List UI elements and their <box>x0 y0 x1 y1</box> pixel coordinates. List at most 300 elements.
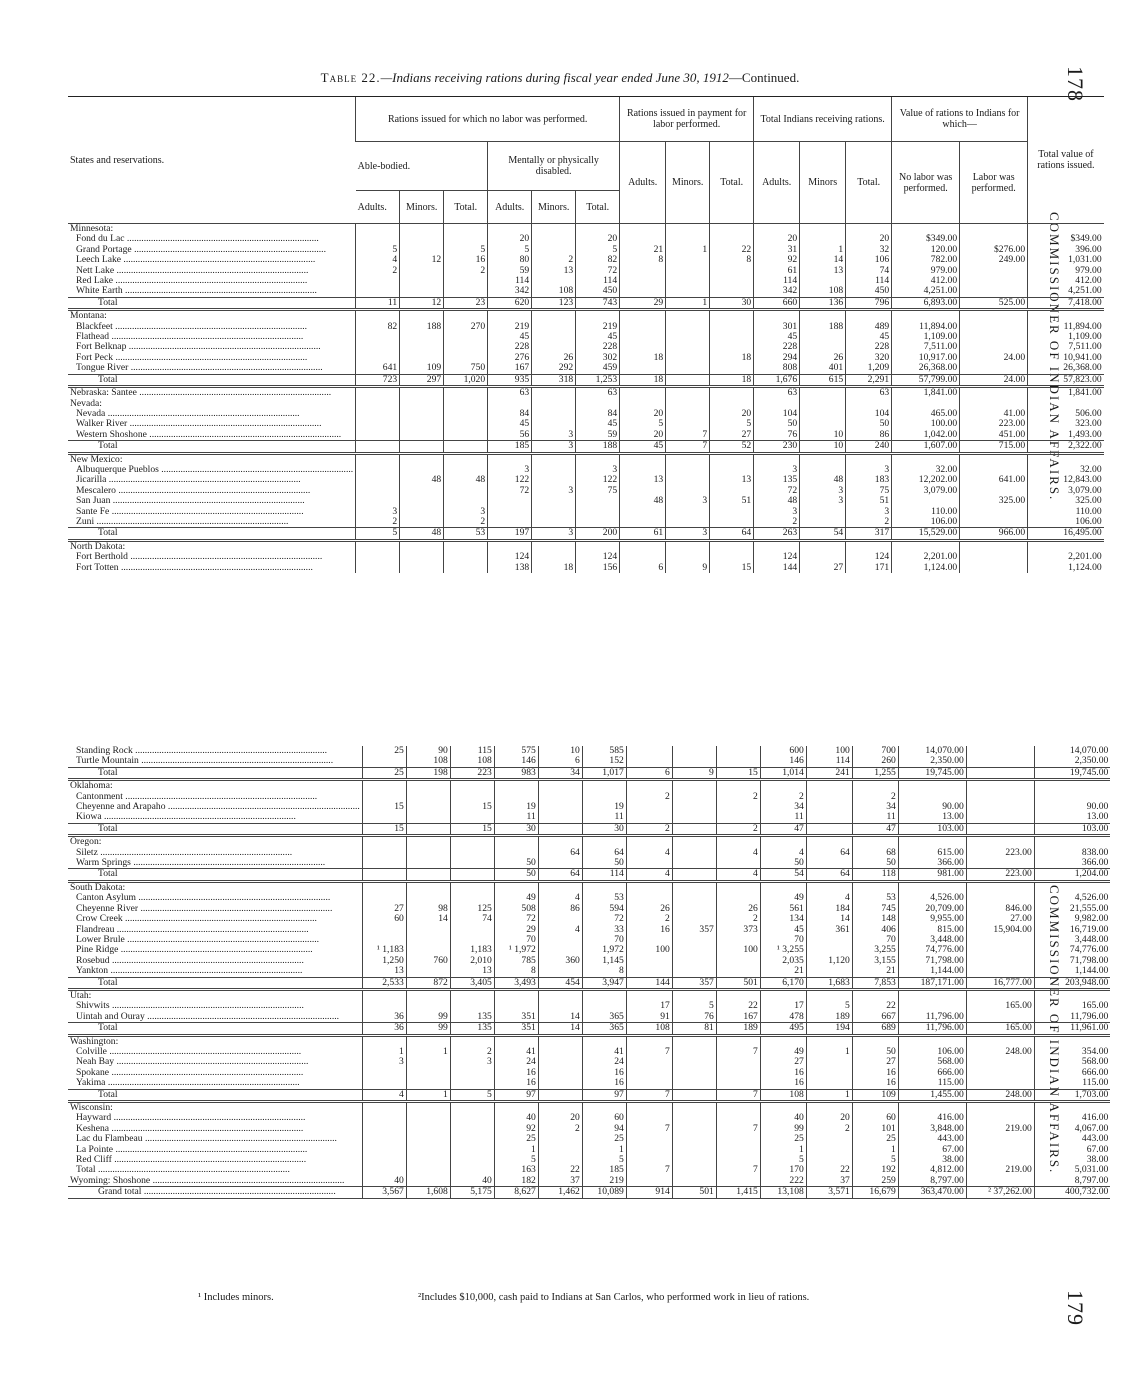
row-label: Standing Rock ..... <box>68 746 362 756</box>
row-label: Fort Belknap ..... <box>68 342 356 352</box>
row-cell <box>672 1035 716 1047</box>
row-cell: 5 <box>806 1001 852 1011</box>
header-indians-minors: Minors <box>800 142 846 224</box>
row-cell: 72 <box>488 486 532 496</box>
row-cell: 357 <box>672 925 716 935</box>
row-cell: 32.00 <box>892 465 960 475</box>
row-cell: 134 <box>760 914 806 924</box>
row-cell <box>754 399 800 409</box>
row-cell <box>356 342 400 352</box>
row-cell: 41 <box>494 1047 538 1057</box>
row-cell <box>760 780 806 792</box>
row-cell: 1,145 <box>582 956 626 966</box>
table-row <box>68 507 1104 517</box>
row-cell: 25 <box>760 1134 806 1144</box>
row-cell <box>400 353 444 363</box>
row-cell <box>716 935 760 945</box>
row-cell: 219.00 <box>966 1165 1034 1175</box>
row-cell: 7,511.00 <box>892 342 960 352</box>
row-cell: 26 <box>626 904 672 914</box>
row-cell: 19,745.00 <box>898 767 966 779</box>
row-cell <box>406 1057 450 1067</box>
row-cell: 72 <box>582 914 626 924</box>
header-total-indians: Total Indians receiving rations. <box>754 97 892 142</box>
row-cell: 7 <box>626 1047 672 1057</box>
row-cell: 15 <box>362 802 406 812</box>
row-cell: 2 <box>444 517 488 528</box>
row-cell: 4 <box>626 869 672 881</box>
row-cell: 25 <box>582 1134 626 1144</box>
row-cell: 5 <box>710 419 754 429</box>
row-cell <box>898 792 966 802</box>
row-cell: 68 <box>852 848 898 858</box>
row-cell <box>800 409 846 419</box>
row-cell <box>362 935 406 945</box>
row-cell: 40 <box>494 1113 538 1123</box>
row-cell: 100 <box>806 746 852 756</box>
row-cell: 1 <box>582 1145 626 1155</box>
row-cell: 124 <box>846 552 892 562</box>
row-cell: 30 <box>710 297 754 309</box>
row-cell: 342 <box>754 286 800 297</box>
row-label: Montana: <box>70 310 107 322</box>
row-cell: 935 <box>488 374 532 386</box>
row-cell: 914 <box>626 1187 672 1198</box>
row-cell <box>672 881 716 893</box>
row-cell: 50 <box>582 858 626 869</box>
row-cell: 2 <box>626 823 672 835</box>
row-cell <box>626 836 672 848</box>
row-cell: 56 <box>488 430 532 441</box>
row-cell <box>806 858 852 869</box>
row-cell <box>450 1124 494 1134</box>
table-row <box>68 848 1110 858</box>
row-cell: 8 <box>582 966 626 977</box>
row-label: New Mexico: <box>70 453 123 465</box>
row-cell <box>672 1078 716 1089</box>
row-cell: ¹ 3,255 <box>760 945 806 955</box>
row-cell: 363,470.00 <box>898 1187 966 1198</box>
row-cell <box>362 1068 406 1078</box>
row-cell: 90.00 <box>1034 802 1110 812</box>
row-cell <box>450 1155 494 1165</box>
row-cell: 18 <box>710 374 754 386</box>
row-cell: 59 <box>576 430 620 441</box>
row-cell: 108 <box>760 1089 806 1101</box>
row-cell: 1,183 <box>450 945 494 955</box>
state-row <box>68 836 1110 848</box>
row-cell <box>806 881 852 893</box>
row-cell: 115.00 <box>1034 1078 1110 1089</box>
row-cell: 13.00 <box>898 812 966 823</box>
row-cell: 99 <box>406 1023 450 1035</box>
row-cell: 1,124.00 <box>892 563 960 573</box>
row-cell <box>406 893 450 903</box>
row-cell <box>806 823 852 835</box>
row-cell: 135 <box>754 475 800 485</box>
row-label: Pine Ridge ..... <box>68 945 362 955</box>
row-cell: 13 <box>620 475 666 485</box>
row-cell: 22 <box>538 1165 582 1175</box>
row-label: Cheyenne and Arapaho ..... <box>68 802 362 812</box>
header-labor-minors: Minors. <box>666 142 710 224</box>
row-cell: 106 <box>846 255 892 265</box>
row-cell: 2 <box>760 792 806 802</box>
row-cell <box>966 956 1034 966</box>
row-cell <box>898 1035 966 1047</box>
row-cell: 82 <box>356 322 400 332</box>
row-cell <box>406 1001 450 1011</box>
row-cell <box>450 881 494 893</box>
row-cell: 18 <box>532 563 576 573</box>
header-indians-total: Total. <box>846 142 892 224</box>
row-cell: 47 <box>760 823 806 835</box>
row-cell: 16,719.00 <box>1034 925 1110 935</box>
state-row <box>68 1176 1110 1187</box>
row-cell: 2 <box>716 914 760 924</box>
row-cell: 2 <box>356 266 400 276</box>
row-cell <box>1034 881 1110 893</box>
row-cell: 81 <box>672 1023 716 1035</box>
row-cell: 297 <box>400 374 444 386</box>
row-cell: 19,745.00 <box>1034 767 1110 779</box>
row-cell <box>450 1102 494 1114</box>
table-row <box>68 353 1104 363</box>
row-cell <box>716 966 760 977</box>
row-cell <box>626 1057 672 1067</box>
row-cell <box>716 956 760 966</box>
row-cell <box>356 332 400 342</box>
row-cell: 270 <box>444 322 488 332</box>
header-total-value: Total value of rations issued. <box>1028 97 1104 224</box>
row-cell <box>488 453 532 465</box>
row-cell <box>532 322 576 332</box>
row-cell: 240 <box>846 441 892 453</box>
row-cell: 194 <box>806 1023 852 1035</box>
row-cell: 3 <box>362 1057 406 1067</box>
header-labor: Rations issued in payment for labor performed. <box>620 97 754 142</box>
row-cell: 16 <box>760 1078 806 1089</box>
row-cell: 188 <box>800 322 846 332</box>
row-cell <box>576 453 620 465</box>
row-cell: 76 <box>754 430 800 441</box>
row-cell: 32.00 <box>1028 465 1104 475</box>
table-row <box>68 496 1104 506</box>
row-cell: 144 <box>754 563 800 573</box>
row-cell: 5 <box>582 1155 626 1165</box>
total-row <box>68 1023 1110 1035</box>
table-row <box>68 858 1110 869</box>
row-cell <box>450 780 494 792</box>
header-able-bodied: Able-bodied. <box>356 142 488 191</box>
header-states: States and reservations. <box>68 97 356 224</box>
row-cell <box>710 276 754 286</box>
row-cell <box>406 1134 450 1144</box>
row-cell <box>626 746 672 756</box>
row-cell <box>406 848 450 858</box>
row-label: Wisconsin: <box>70 1102 113 1113</box>
row-cell <box>846 310 892 322</box>
row-cell: 11 <box>760 812 806 823</box>
row-cell <box>626 966 672 977</box>
row-cell: 53 <box>444 528 488 540</box>
row-cell <box>362 756 406 767</box>
row-cell: 17 <box>626 1001 672 1011</box>
row-cell <box>716 1057 760 1067</box>
row-cell: 188 <box>576 441 620 453</box>
row-cell: 22 <box>806 1165 852 1175</box>
row-cell: 171 <box>846 563 892 573</box>
row-cell <box>716 1068 760 1078</box>
row-cell: 416.00 <box>898 1113 966 1123</box>
row-cell: 1,608 <box>406 1187 450 1198</box>
row-cell: 301 <box>754 322 800 332</box>
row-cell: 4,067.00 <box>1034 1124 1110 1134</box>
row-cell <box>666 353 710 363</box>
row-cell <box>800 540 846 552</box>
row-cell: 16 <box>444 255 488 265</box>
row-cell <box>626 1078 672 1089</box>
row-cell: 20 <box>846 234 892 244</box>
total-row <box>68 1089 1110 1101</box>
row-cell: 18 <box>620 374 666 386</box>
row-cell <box>892 399 960 409</box>
table-row <box>68 1113 1110 1123</box>
row-cell: 325.00 <box>1028 496 1104 506</box>
row-cell: 808 <box>754 363 800 374</box>
row-cell <box>960 363 1028 374</box>
row-cell: 568.00 <box>1034 1057 1110 1067</box>
row-cell: 51 <box>846 496 892 506</box>
row-cell: 1,455.00 <box>898 1089 966 1101</box>
row-cell: 3 <box>532 441 576 453</box>
row-cell <box>362 1124 406 1134</box>
row-cell <box>356 234 400 244</box>
row-cell <box>538 1089 582 1101</box>
state-row <box>68 399 1104 409</box>
row-cell: 71,798.00 <box>1034 956 1110 966</box>
row-cell <box>362 1102 406 1114</box>
row-cell: 30 <box>582 823 626 835</box>
row-cell <box>1028 540 1104 552</box>
row-cell <box>710 453 754 465</box>
row-cell <box>672 1134 716 1144</box>
row-cell: 785 <box>494 956 538 966</box>
row-cell <box>620 322 666 332</box>
row-cell <box>620 276 666 286</box>
row-cell <box>806 1155 852 1165</box>
row-cell: 165.00 <box>966 1001 1034 1011</box>
row-label: Canton Asylum ..... <box>68 893 362 903</box>
row-cell: 3,079.00 <box>892 486 960 496</box>
row-cell: 53 <box>582 893 626 903</box>
table-row <box>68 322 1104 332</box>
row-cell <box>966 746 1034 756</box>
row-cell: 15,904.00 <box>966 925 1034 935</box>
table-row <box>68 1155 1110 1165</box>
row-cell <box>626 1176 672 1187</box>
row-cell <box>362 989 406 1001</box>
row-cell: 7 <box>626 1165 672 1175</box>
row-cell: 99 <box>406 1012 450 1023</box>
row-cell: 97 <box>494 1089 538 1101</box>
row-cell <box>800 387 846 399</box>
row-cell: 122 <box>488 475 532 485</box>
row-cell: 11,796.00 <box>898 1023 966 1035</box>
row-cell <box>800 552 846 562</box>
row-cell: 7 <box>716 1124 760 1134</box>
row-cell <box>400 332 444 342</box>
row-cell <box>620 465 666 475</box>
row-cell: 3 <box>488 465 532 475</box>
row-cell: 2,035 <box>760 956 806 966</box>
header-disabled-adults: Adults. <box>488 191 532 224</box>
row-cell: 416.00 <box>1034 1113 1110 1123</box>
row-cell: 51 <box>710 496 754 506</box>
row-cell <box>356 419 400 429</box>
row-cell: 22 <box>852 1001 898 1011</box>
row-label: Total <box>68 374 356 386</box>
row-cell: 29 <box>494 925 538 935</box>
row-cell: 36 <box>362 1023 406 1035</box>
row-cell <box>960 552 1028 562</box>
row-cell <box>960 387 1028 399</box>
row-cell <box>666 453 710 465</box>
row-cell: 1 <box>806 1089 852 1101</box>
total-row <box>68 869 1110 881</box>
row-cell <box>400 517 444 528</box>
row-cell: 3,448.00 <box>898 935 966 945</box>
row-cell: 7 <box>716 1165 760 1175</box>
row-cell <box>666 322 710 332</box>
row-cell <box>494 792 538 802</box>
row-cell <box>892 496 960 506</box>
row-cell: 230 <box>754 441 800 453</box>
table-row <box>68 563 1104 573</box>
row-cell <box>450 1134 494 1144</box>
row-cell: 97 <box>582 1089 626 1101</box>
row-cell <box>400 496 444 506</box>
row-cell <box>716 858 760 869</box>
row-cell: 465.00 <box>892 409 960 419</box>
row-cell <box>356 563 400 573</box>
row-cell: 1 <box>800 245 846 255</box>
row-cell: 64 <box>806 848 852 858</box>
row-cell: 19 <box>494 802 538 812</box>
table-row <box>68 552 1104 562</box>
row-cell <box>532 399 576 409</box>
row-cell <box>626 858 672 869</box>
row-cell <box>444 465 488 475</box>
row-cell <box>806 802 852 812</box>
row-cell: 16,679 <box>852 1187 898 1198</box>
header-labor-value: Labor was performed. <box>960 142 1028 224</box>
row-cell: 979.00 <box>1028 266 1104 276</box>
row-cell: 6,170 <box>760 977 806 989</box>
row-cell: 443.00 <box>898 1134 966 1144</box>
row-cell: 700 <box>852 746 898 756</box>
header-value: Value of rations to Indians for which— <box>892 97 1028 142</box>
row-cell <box>532 540 576 552</box>
row-cell: 6 <box>620 563 666 573</box>
row-cell: 501 <box>672 1187 716 1198</box>
row-cell: 760 <box>406 956 450 966</box>
row-cell <box>444 224 488 235</box>
row-cell: 26 <box>532 353 576 363</box>
row-cell <box>356 453 400 465</box>
row-cell <box>672 869 716 881</box>
row-cell <box>406 989 450 1001</box>
row-cell <box>488 496 532 506</box>
row-cell: 189 <box>716 1023 760 1035</box>
row-cell: 600 <box>760 746 806 756</box>
row-cell <box>406 780 450 792</box>
row-cell: 49 <box>760 1047 806 1057</box>
row-cell: 124 <box>488 552 532 562</box>
row-cell: 2,010 <box>450 956 494 966</box>
row-label: Crow Creek ..... <box>68 914 362 924</box>
row-cell: 110.00 <box>1028 507 1104 517</box>
state-row <box>68 453 1104 465</box>
row-cell: 263 <box>754 528 800 540</box>
row-cell: 108 <box>532 286 576 297</box>
row-cell <box>620 332 666 342</box>
row-cell: 50 <box>494 869 538 881</box>
row-cell <box>406 1145 450 1155</box>
row-cell <box>1034 1035 1110 1047</box>
table-row <box>68 342 1104 352</box>
row-cell: 40 <box>450 1176 494 1187</box>
row-cell: 12,202.00 <box>892 475 960 485</box>
row-cell: 508 <box>494 904 538 914</box>
row-cell: 8 <box>710 255 754 265</box>
row-cell: 2,201.00 <box>1028 552 1104 562</box>
row-cell: 57,799.00 <box>892 374 960 386</box>
row-cell: 74,776.00 <box>1034 945 1110 955</box>
row-cell: 110.00 <box>892 507 960 517</box>
row-cell: 14,070.00 <box>1034 746 1110 756</box>
row-cell: 373 <box>716 925 760 935</box>
row-cell <box>450 1145 494 1155</box>
table-row <box>68 812 1110 823</box>
row-cell <box>494 1102 538 1114</box>
row-cell <box>406 945 450 955</box>
row-cell: 796 <box>846 297 892 309</box>
row-cell: ² 37,262.00 <box>966 1187 1034 1198</box>
row-cell: 50 <box>760 858 806 869</box>
row-cell: 64 <box>582 848 626 858</box>
row-cell: 3 <box>846 507 892 517</box>
row-cell: 11,796.00 <box>898 1012 966 1023</box>
row-cell <box>1034 792 1110 802</box>
row-cell <box>450 1165 494 1175</box>
row-cell <box>672 1176 716 1187</box>
row-cell: 114 <box>582 869 626 881</box>
row-label: Nevada ..... <box>68 409 356 419</box>
row-cell: 101 <box>852 1124 898 1134</box>
row-cell: 366.00 <box>898 858 966 869</box>
row-cell <box>672 989 716 1001</box>
row-cell: 3,255 <box>852 945 898 955</box>
row-label: White Earth ..... <box>68 286 356 297</box>
row-cell: 20 <box>710 409 754 419</box>
row-cell <box>450 1078 494 1089</box>
row-cell: 228 <box>754 342 800 352</box>
row-cell <box>666 517 710 528</box>
row-cell: 86 <box>846 430 892 441</box>
row-cell <box>852 881 898 893</box>
row-cell: 36 <box>362 1012 406 1023</box>
